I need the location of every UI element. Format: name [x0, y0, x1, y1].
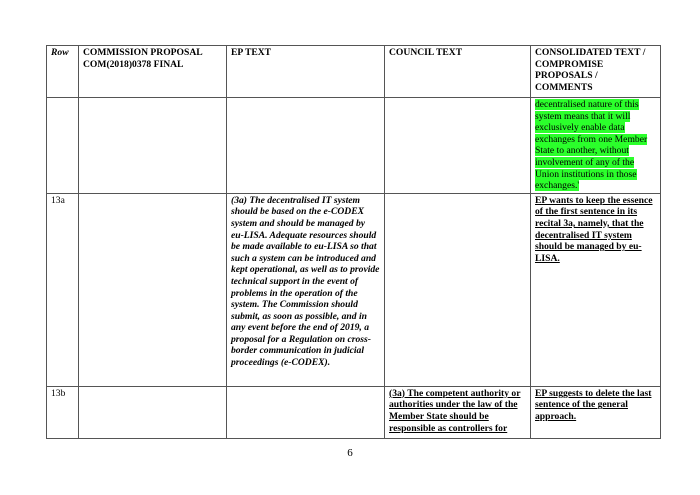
table-row	[47, 98, 661, 194]
ep-cell	[227, 98, 385, 194]
row-number: 13b	[47, 386, 79, 438]
consolidated-cell	[531, 386, 661, 438]
header-council-text: COUNCIL TEXT	[385, 46, 531, 98]
table-row	[47, 386, 661, 438]
ep-amendment-text: (3a) The decentralised IT system should be based on the e-CODEX system and should be managed by eu-LISA. Adequate resources should be made available to eu-LISA so that such a system can be introduced and kept operational, as well as to provide technical support in the event of problems in the operation of the system. The Commission should submit, as soon as possible, and in any event before the end of 2019, a proposal for a Regulation on cross-border communication in judicial proceedings (e-CODEX).	[231, 194, 380, 369]
header-commission: COMMISSION PROPOSAL COM(2018)0378 FINAL	[79, 46, 227, 98]
consolidated-cell	[531, 98, 661, 194]
header-row-label: Row	[47, 46, 79, 98]
comment-text: EP suggests to delete the last sentence of the general approach.	[535, 387, 652, 422]
commission-cell	[79, 386, 227, 438]
commission-cell	[79, 193, 227, 386]
commission-cell	[79, 98, 227, 194]
comparison-table	[46, 45, 661, 439]
ep-cell	[227, 386, 385, 438]
row-number: 13a	[47, 193, 79, 386]
council-amendment-text: (3a) The competent authority or authorities under the law of the Member State should be responsible as controllers for	[389, 387, 521, 434]
highlighted-text: decentralised nature of this system means that it will exclusively enable data exchanges from one Member State to another, without involvement of any of the Union institutions in those exchanges.'	[535, 99, 648, 192]
header-row	[47, 46, 661, 98]
comment-text: EP wants to keep the essence of the first sentence in its recital 3a, namely, that the decentralised IT system should be managed by eu-LISA.	[535, 194, 653, 264]
council-cell	[385, 386, 531, 438]
header-ep-text: EP TEXT	[227, 46, 385, 98]
header-consolidated: CONSOLIDATED TEXT / COMPROMISE PROPOSALS / COMMENTS	[531, 46, 661, 98]
consolidated-cell	[531, 193, 661, 386]
council-cell	[385, 193, 531, 386]
table-row	[47, 193, 661, 386]
row-number	[47, 98, 79, 194]
page-number: 6	[347, 447, 353, 459]
ep-cell	[227, 193, 385, 386]
council-cell	[385, 98, 531, 194]
